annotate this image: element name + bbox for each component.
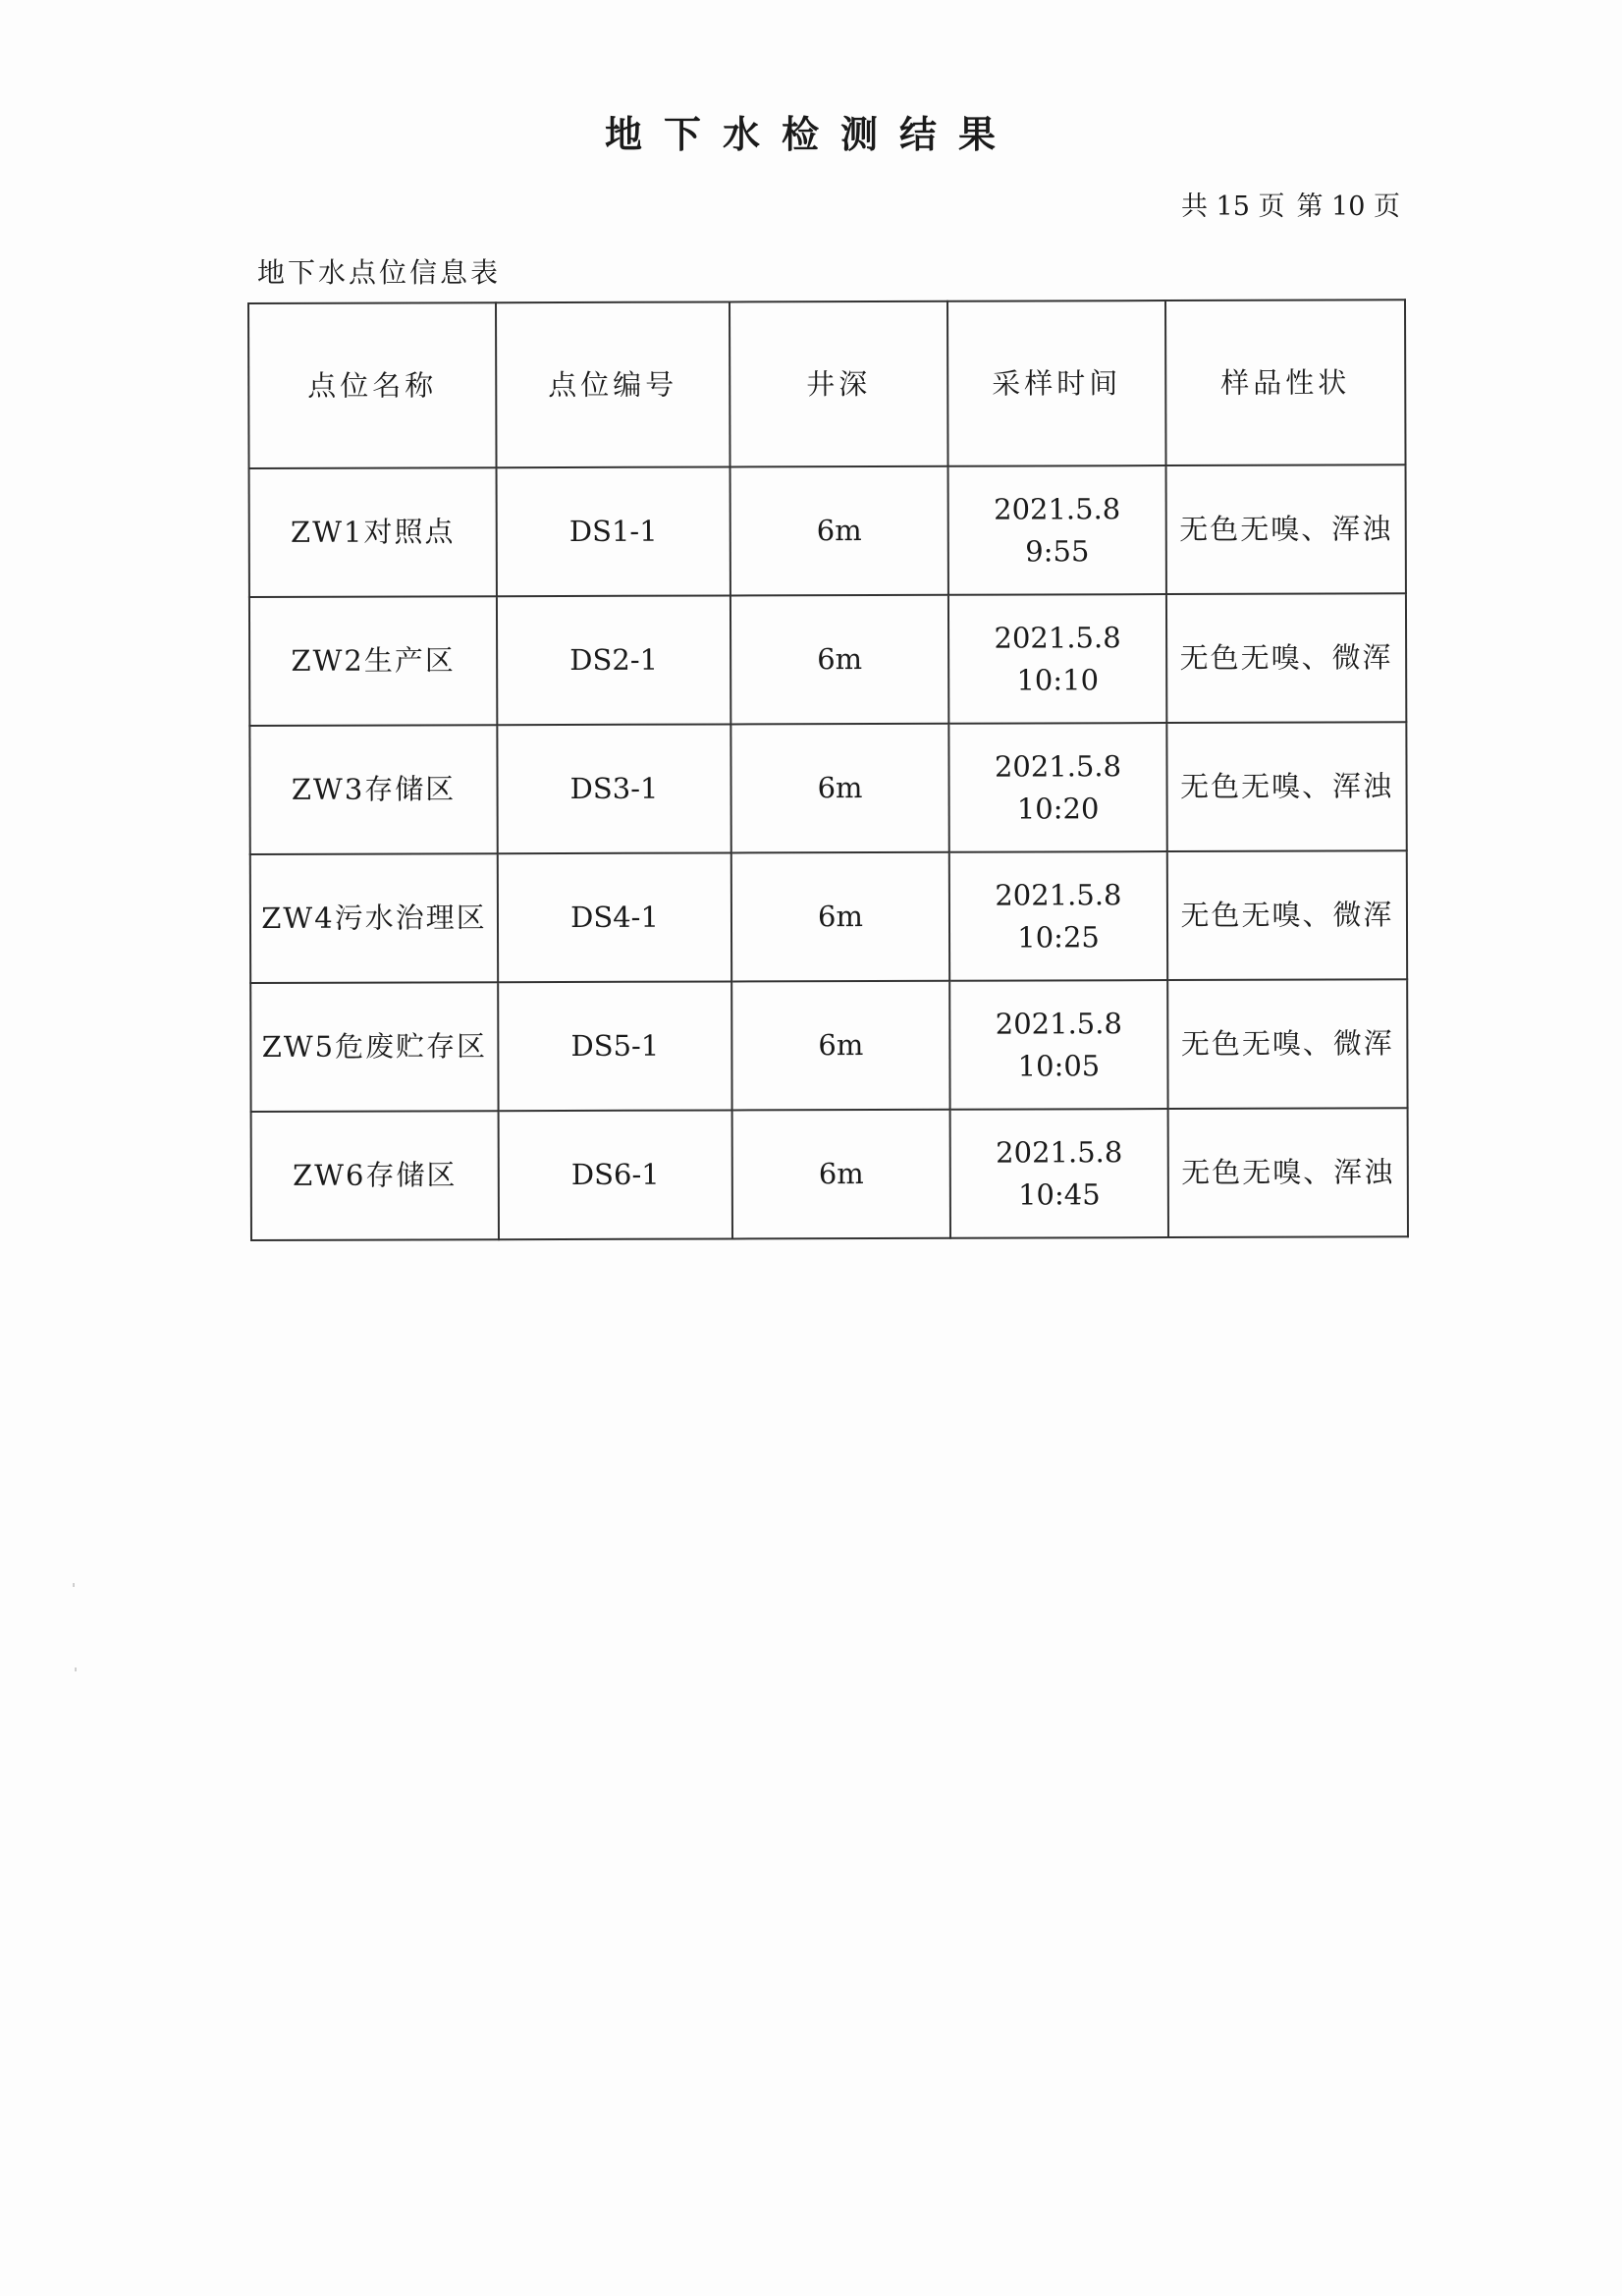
cell-point-code: DS1-1	[497, 466, 730, 596]
cell-well-depth: 6m	[732, 1110, 950, 1239]
cell-well-depth: 6m	[730, 466, 948, 596]
cell-point-name: ZW5危废贮存区	[250, 982, 498, 1112]
cell-sample-state: 无色无嗅、微浑	[1166, 593, 1406, 723]
cell-sampling-time	[949, 851, 1167, 981]
header-sample-state: 样品性状	[1165, 300, 1406, 465]
sampling-date: 2021.5.8	[995, 1006, 1122, 1041]
cell-point-name: ZW3存储区	[249, 725, 497, 854]
table-row	[251, 1108, 1408, 1240]
cell-point-code: DS4-1	[498, 852, 731, 982]
sampling-clock: 9:55	[1025, 533, 1090, 569]
cell-well-depth: 6m	[730, 724, 948, 853]
sampling-date: 2021.5.8	[994, 620, 1121, 655]
table-row	[249, 722, 1406, 854]
table-row	[249, 465, 1406, 597]
page-total: 共 15 页	[1180, 191, 1285, 222]
cell-sample-state: 无色无嗅、浑浊	[1166, 465, 1406, 594]
sampling-clock: 10:25	[1017, 919, 1100, 955]
sampling-date: 2021.5.8	[994, 491, 1121, 526]
cell-sample-state: 无色无嗅、浑浊	[1168, 1108, 1408, 1237]
cell-sampling-time	[948, 594, 1166, 724]
sampling-date: 2021.5.8	[996, 1134, 1123, 1170]
cell-point-code: DS3-1	[497, 724, 730, 853]
sampling-clock: 10:45	[1018, 1176, 1101, 1212]
cell-well-depth: 6m	[731, 981, 949, 1111]
table-caption: 地下水点位信息表	[257, 256, 502, 289]
groundwater-point-table	[247, 299, 1409, 1241]
table-row	[249, 593, 1406, 726]
table-row	[250, 979, 1407, 1112]
sampling-clock: 10:05	[1017, 1048, 1101, 1083]
table-row	[250, 850, 1407, 983]
sampling-clock: 10:10	[1016, 662, 1100, 697]
header-point-code: 点位编号	[496, 301, 730, 467]
cell-point-name: ZW4污水治理区	[250, 853, 498, 983]
document-title: 地下水检测结果	[604, 113, 1017, 156]
cell-point-code: DS6-1	[499, 1110, 732, 1239]
cell-point-name: ZW6存储区	[251, 1111, 499, 1240]
page-info	[1181, 185, 1400, 223]
cell-sample-state: 无色无嗅、微浑	[1167, 979, 1407, 1109]
cell-point-code: DS2-1	[497, 595, 730, 725]
header-sampling-time: 采样时间	[947, 301, 1166, 466]
cell-sampling-time	[950, 1109, 1168, 1238]
table-header-row	[248, 300, 1406, 468]
sampling-date: 2021.5.8	[995, 877, 1122, 912]
cell-point-name: ZW2生产区	[249, 596, 497, 726]
cell-sampling-time	[948, 465, 1166, 595]
cell-point-name: ZW1对照点	[249, 467, 497, 597]
scan-speck	[75, 1667, 77, 1671]
cell-sampling-time	[949, 980, 1167, 1110]
header-well-depth: 井深	[730, 301, 948, 467]
cell-sample-state: 无色无嗅、浑浊	[1166, 722, 1406, 851]
cell-sampling-time	[948, 723, 1166, 852]
cell-well-depth: 6m	[730, 595, 948, 725]
cell-point-code: DS5-1	[498, 981, 731, 1111]
header-point-name: 点位名称	[248, 302, 497, 468]
cell-sample-state: 无色无嗅、微浑	[1167, 850, 1407, 980]
cell-well-depth: 6m	[731, 852, 949, 982]
scan-speck	[73, 1583, 75, 1587]
sampling-clock: 10:20	[1016, 791, 1100, 826]
sampling-date: 2021.5.8	[994, 748, 1122, 784]
page-current: 第 10 页	[1296, 191, 1400, 222]
